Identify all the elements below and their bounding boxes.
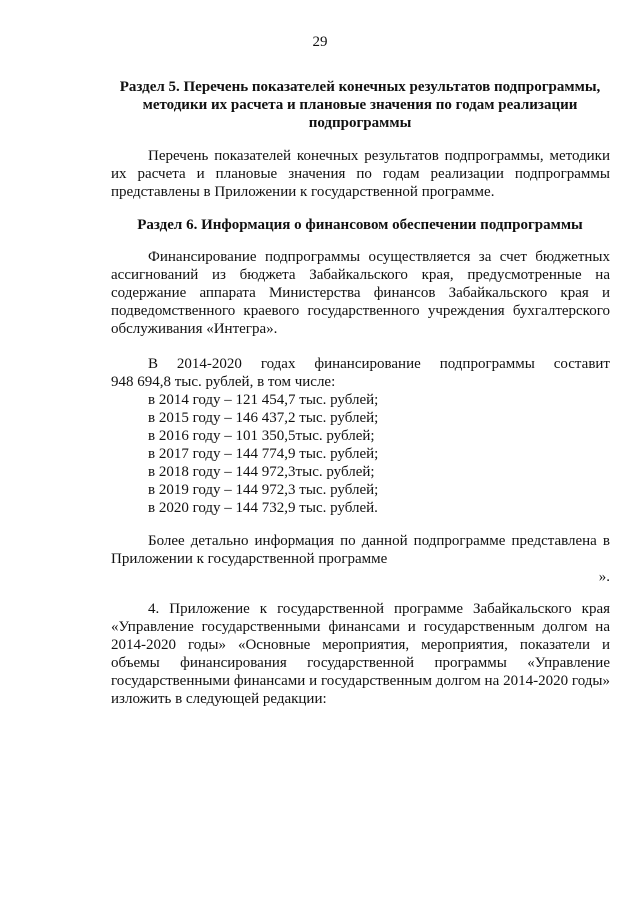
total-word: составит xyxy=(553,356,610,372)
total-word: В xyxy=(148,356,159,372)
year-funding-line: в 2019 году – 144 972,3 тыс. рублей; xyxy=(148,482,379,498)
item4-paragraph: 4. Приложение к государственной программе Забайкальского края «Управление государственными финансами и государственным долгом на 2014-2020 годы» «Основные мероприятия, мероприятия, показатели и объемы финансирования государственной программы «Управление государственными финансами и государственным долгом на 2014-2020 годы» изложить в следующей редакции: xyxy=(111,601,610,707)
closing-quote: ». xyxy=(598,569,610,585)
year-funding-line: в 2014 году – 121 454,7 тыс. рублей; xyxy=(148,392,379,408)
funding-paragraph: Финансирование подпрограммы осуществляется за счет бюджетных ассигнований из бюджета Забайкальского края, предусмотренные на содержание аппарата Министерства финансов Забайкальского края и подведомственного краевого государственного учреждения бухгалтерского обслуживания «Интегра». xyxy=(111,249,610,337)
year-funding-line: в 2017 году – 144 774,9 тыс. рублей; xyxy=(148,446,379,462)
total-word: годах xyxy=(260,356,296,372)
section6-heading: Раздел 6. Информация о финансовом обеспечении подпрограммы xyxy=(137,217,583,233)
page-number: 29 xyxy=(312,34,328,50)
total-word: подпрограммы xyxy=(439,356,535,372)
year-funding-line: в 2018 году – 144 972,3тыс. рублей; xyxy=(148,464,375,480)
year-funding-line: в 2015 году – 146 437,2 тыс. рублей; xyxy=(148,410,379,426)
section5-heading-line-2: методики их расчета и плановые значения по годам реализации xyxy=(142,97,578,113)
year-funding-line: в 2020 году – 144 732,9 тыс. рублей. xyxy=(148,500,378,516)
funding-total-amount: 948 694,8 тыс. рублей, в том числе: xyxy=(111,374,336,390)
funding-total-line xyxy=(148,355,610,373)
detail-paragraph: Более детально информация по данной подпрограмме представлена в Приложении к государственной программе xyxy=(111,533,610,567)
section5-paragraph: Перечень показателей конечных результатов подпрограммы, методики их расчета и плановые значения по годам реализации подпрограммы представлены в Приложении к государственной программе. xyxy=(111,148,610,200)
year-funding-line: в 2016 году – 101 350,5тыс. рублей; xyxy=(148,428,375,444)
section5-heading-line-1: Раздел 5. Перечень показателей конечных результатов подпрограммы, xyxy=(119,79,601,95)
section5-heading-line-3: подпрограммы xyxy=(308,115,412,131)
total-word: финансирование xyxy=(314,356,421,372)
total-word: 2014-2020 xyxy=(176,356,242,372)
